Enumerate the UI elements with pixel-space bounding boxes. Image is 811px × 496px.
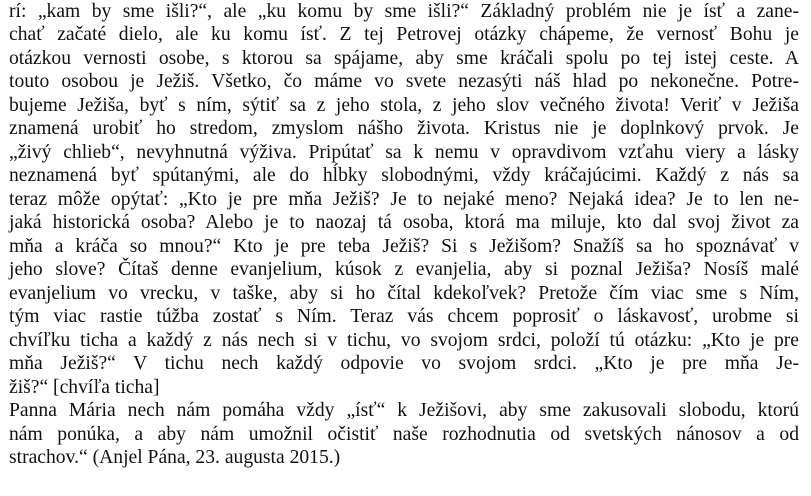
text-line: bujeme Ježiša, byť s ním, sýtiť sa z jeho stola, z jeho slov večného života! Veriť v Ježiša — [9, 95, 799, 116]
text-line: touto osobou je Ježiš. Všetko, čo máme vo svete nezasýti náš hlad po nekonečne. Potre- — [9, 71, 799, 92]
text-line: teraz môže opýtať: „Kto je pre mňa Ježiš? Je to nejaké meno? Nejaká idea? Je to len ne- — [9, 189, 799, 210]
text-line: otázkou vernosti osobe, s ktorou sa spájame, aby sme kráčali spolu po tej istej ceste. A — [9, 48, 799, 69]
text-line: žiš?“ [chvíľa ticha] — [9, 377, 160, 398]
text-line: jaká historická osoba? Alebo je to naozaj tá osoba, ktorá ma miluje, kto dal svoj život za — [9, 212, 799, 233]
document-page — [9, 0, 799, 496]
text-line: chať začaté dielo, ale ku komu ísť. Z tej Petrovej otázky chápeme, že vernosť Bohu je — [9, 24, 799, 45]
text-line: mňa a kráča so mnou?“ Kto je pre teba Ježiš? Si s Ježišom? Snažíš sa ho spoznávať v — [9, 236, 799, 257]
text-line: „živý chlieb“, nevyhnutná výživa. Pripútať sa k nemu v opravdivom vzťahu viery a lásky — [9, 142, 799, 163]
text-line: chvíľku ticha a každý z nás nech si v tichu, vo svojom srdci, položí tú otázku: „Kto je pre — [9, 330, 799, 351]
text-line: jeho slove? Čítaš denne evanjelium, kúsok z evanjelia, aby si poznal Ježiša? Nosíš malé — [9, 259, 799, 280]
text-line: rí: „kam by sme išli?“, ale „ku komu by sme išli?“ Základný problém nie je ísť a zane- — [9, 1, 799, 22]
text-line: znamená urobiť ho stredom, zmyslom nášho života. Kristus nie je doplnkový prvok. Je — [9, 118, 799, 139]
text-line: Panna Mária nech nám pomáha vždy „ísť“ k Ježišovi, aby sme zakusovali slobodu, ktorú — [9, 400, 799, 421]
text-line: strachov.“ (Anjel Pána, 23. augusta 2015.) — [9, 447, 341, 468]
text-line: mňa Ježiš?“ V tichu nech každý odpovie vo svojom srdci. „Kto je pre mňa Je- — [9, 353, 799, 374]
text-line: neznamená byť spútanými, ale do hĺbky slobodnými, vždy kráčajúcimi. Každý z nás sa — [9, 165, 799, 186]
text-line: tým viac rastie túžba zostať s Ním. Teraz vás chcem poprosiť o láskavosť, urobme si — [9, 306, 799, 327]
text-line: evanjelium vo vrecku, v taške, aby si ho čítal kdekoľvek? Pretože čím viac sme s Ním, — [9, 283, 799, 304]
text-line: nám ponúka, a aby nám umožnil očistiť naše rozhodnutia od svetských nánosov a od — [9, 424, 799, 445]
